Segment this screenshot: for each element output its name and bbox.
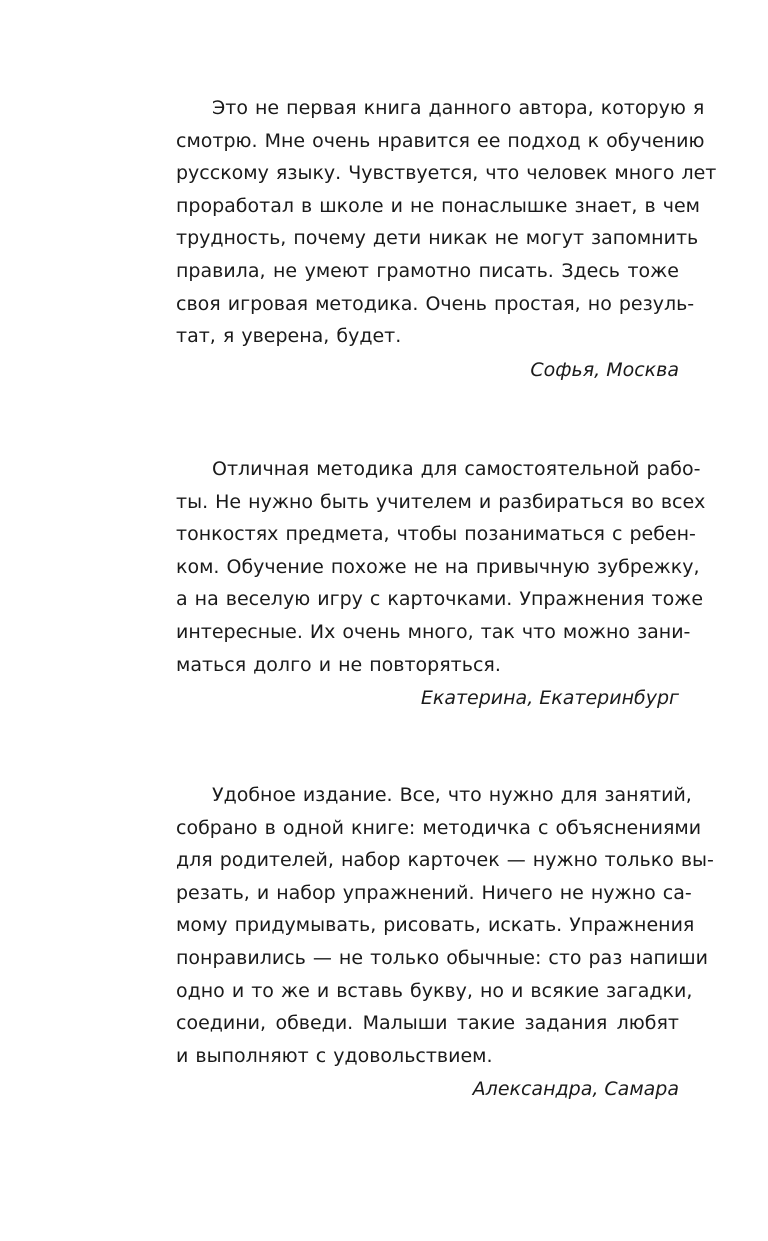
text-line: а на веселую игру с карточками. Упражнения тоже: [176, 588, 704, 611]
review-author: Александра, Самара: [472, 1078, 679, 1101]
text-line: собрано в одной книге: методичка с объяснениями: [176, 816, 702, 839]
text-line: Удобное издание. Все, что нужно для занятий,: [212, 784, 692, 806]
text-line: Это не первая книга данного автора, которую я: [212, 97, 705, 119]
review-2: [176, 453, 706, 715]
text-line: тат, я уверена, будет.: [176, 325, 402, 348]
text-line: тонкостях предмета, чтобы позаниматься с ребен-: [176, 523, 696, 546]
text-line: ком. Обучение похоже не на привычную зубрежку,: [176, 555, 700, 578]
text-line: своя игровая методика. Очень простая, но резуль-: [176, 292, 695, 315]
text-line: резать, и набор упражнений. Ничего не нужно са-: [176, 881, 692, 904]
text-line: мому придумывать, рисовать, искать. Упражнения: [176, 914, 695, 937]
text-line: проработал в школе и не понаслышке знает, в чем: [176, 194, 700, 217]
text-line: правила, не умеют грамотно писать. Здесь тоже: [176, 259, 679, 282]
text-line: трудность, почему дети никак не могут запомнить: [176, 227, 699, 250]
review-text: [176, 779, 714, 1072]
review-text: [176, 453, 706, 681]
review-1: [176, 92, 717, 386]
text-line: понравились — не только обычные: сто раз напиши: [176, 946, 708, 969]
text-line: одно и то же и вставь букву, но и всякие загадки,: [176, 979, 693, 1002]
text-line: и выполняют с удовольствием.: [176, 1044, 493, 1067]
text-line: маться долго и не повторяться.: [176, 653, 501, 676]
text-line: для родителей, набор карточек — нужно только вы-: [176, 849, 714, 872]
text-line: ты. Не нужно быть учителем и разбираться во всех: [176, 490, 706, 513]
review-author: Екатерина, Екатеринбург: [420, 687, 679, 710]
text-line: интересные. Их очень много, так что можно зани-: [176, 620, 691, 643]
review-author: Софья, Москва: [530, 358, 679, 381]
review-3: [176, 779, 714, 1106]
review-text: [176, 92, 717, 353]
text-line: смотрю. Мне очень нравится ее подход к обучению: [176, 129, 705, 152]
text-line: соедини, обведи. Малыши такие задания любят: [176, 1012, 679, 1035]
text-line: Отличная методика для самостоятельной рабо-: [212, 458, 701, 480]
text-line: русскому языку. Чувствуется, что человек много лет: [176, 162, 717, 185]
